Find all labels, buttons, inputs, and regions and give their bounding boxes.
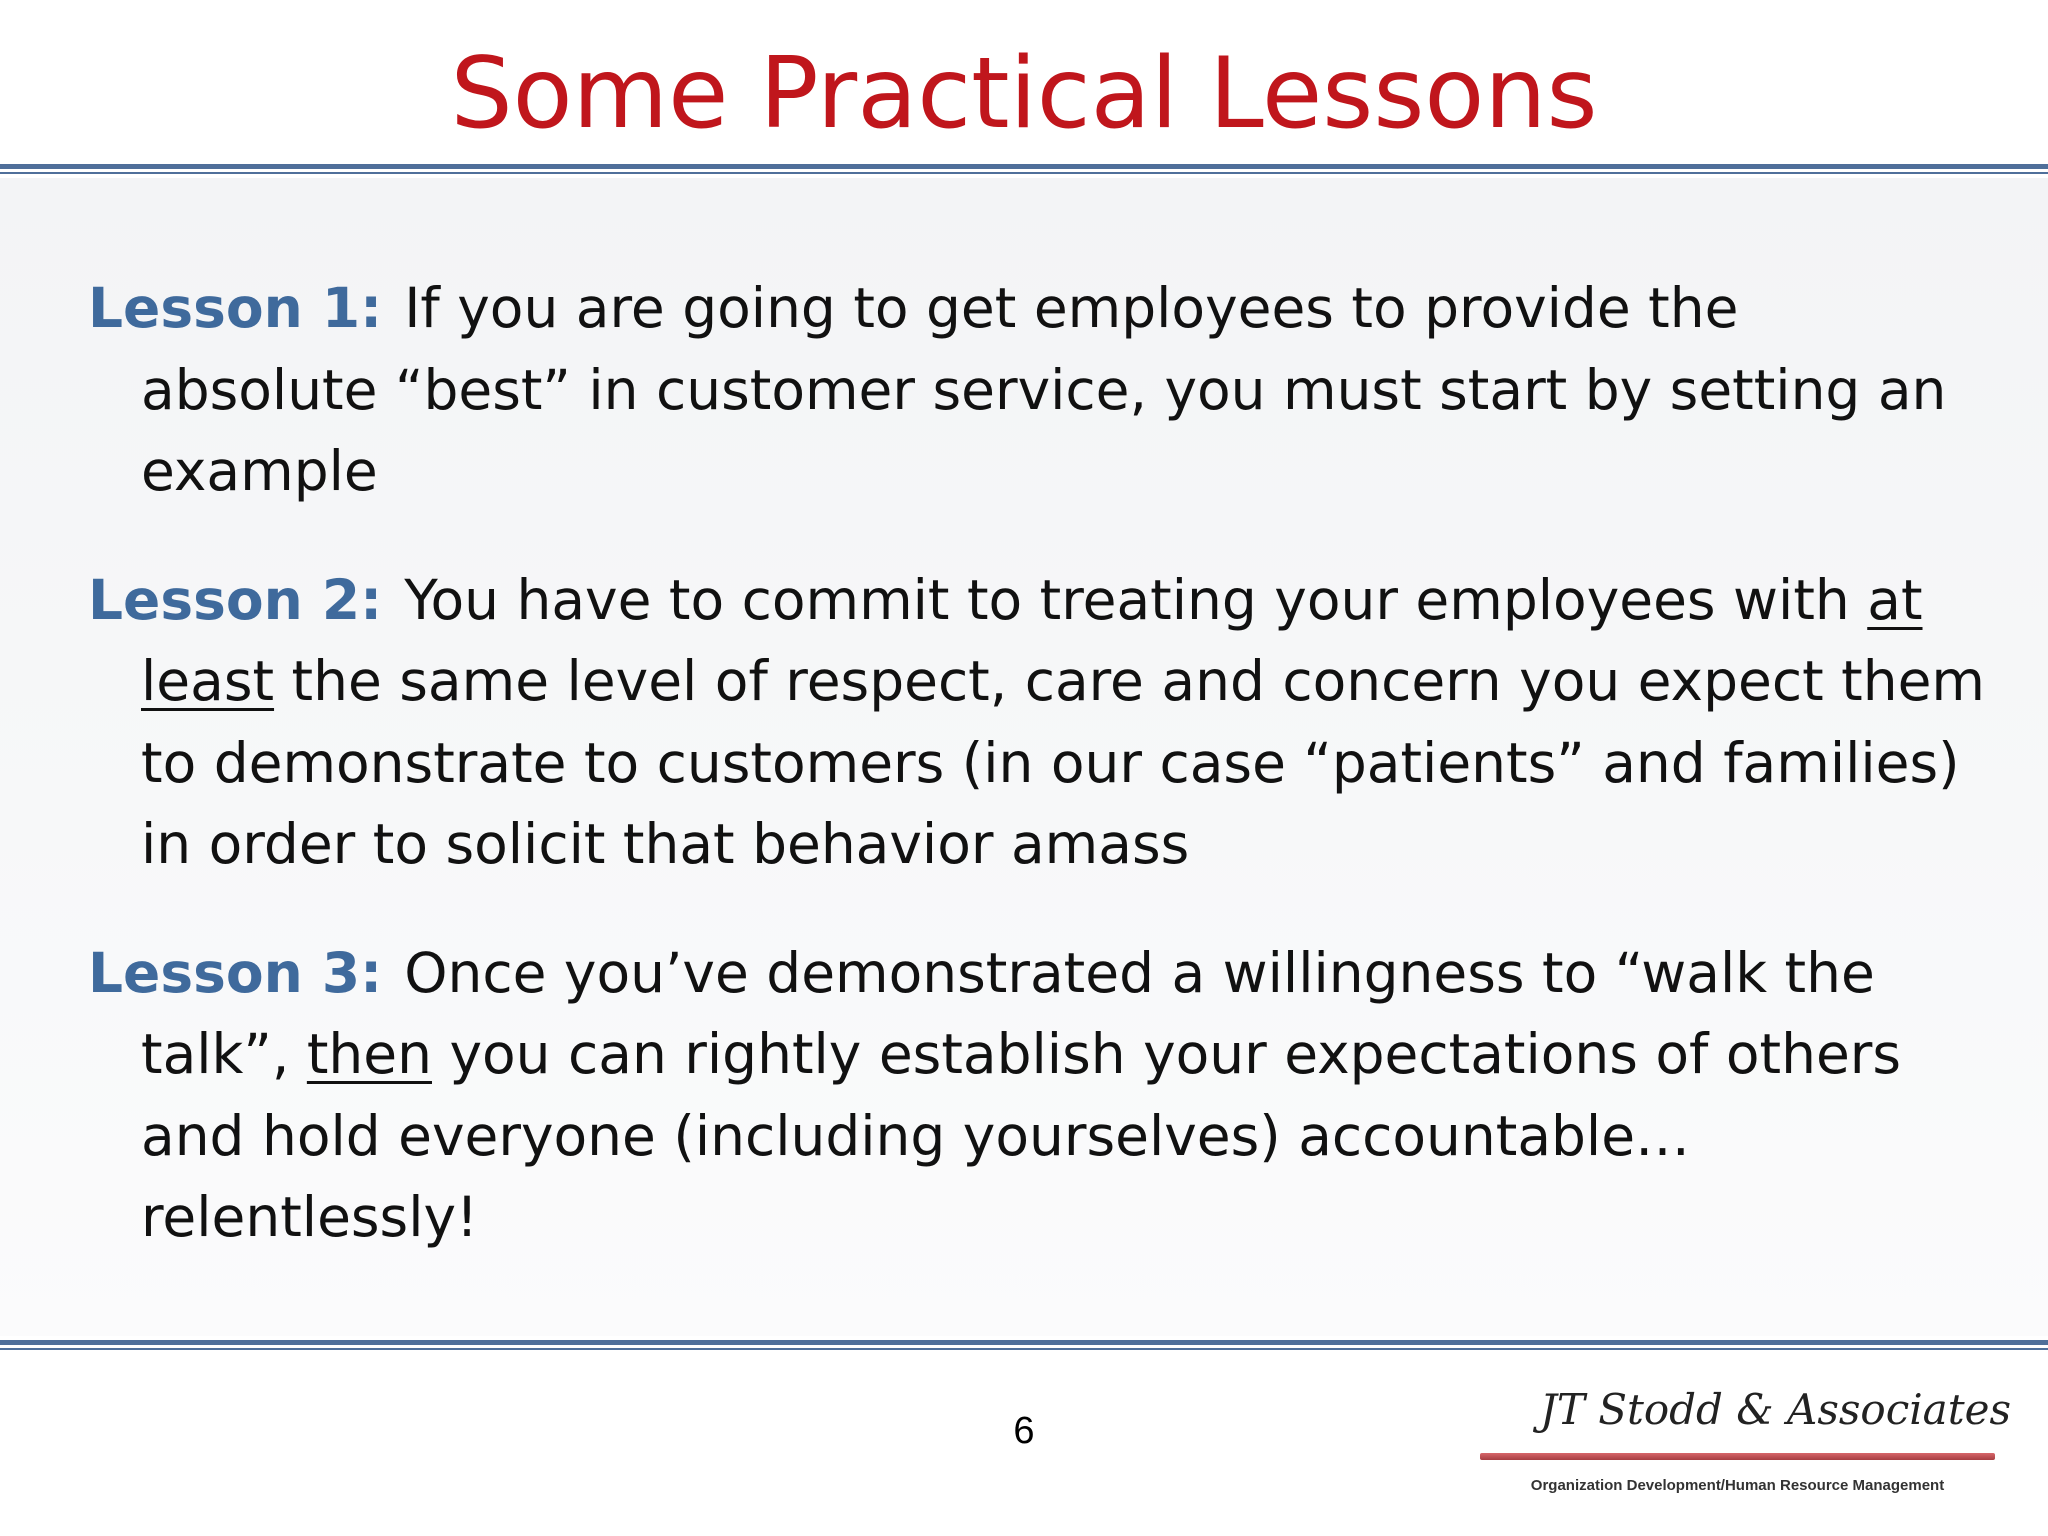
lesson-2-text-start: You have to commit to treating your employees with (404, 567, 1868, 632)
lesson-3-text-end: you can rightly establish your expectations of others and hold everyone (including yourselves) accountable… relentlessly! (141, 1022, 1902, 1249)
lesson-1-text: If you are going to get employees to provide the absolute “best” in customer service, you must start by setting an example (141, 276, 1947, 503)
lesson-list (88, 268, 1988, 1306)
logo-tagline: Organization Development/Human Resource Management (1530, 1477, 1945, 1494)
lesson-2-emphasis: at least (141, 567, 1923, 713)
lesson-1-label: Lesson 1: (88, 276, 383, 340)
lesson-3 (88, 933, 1988, 1259)
bottom-divider (0, 1340, 2048, 1350)
lesson-3-label: Lesson 3: (88, 940, 383, 1005)
logo-underline (1480, 1453, 1995, 1460)
company-logo (1480, 1385, 2012, 1505)
page-number: 6 (1013, 1410, 1035, 1452)
lesson-3-emphasis: then (306, 1022, 432, 1086)
top-divider (0, 164, 2048, 174)
slide-title: Some Practical Lessons (450, 37, 1598, 151)
lesson-2 (88, 560, 1988, 886)
lesson-1 (88, 268, 1988, 513)
lesson-2-label: Lesson 2: (88, 567, 383, 632)
logo-name: JT Stodd & Associates (1540, 1385, 2012, 1434)
lesson-3-text-start: Once you’ve demonstrated a willingness to “walk the talk”, (141, 940, 1875, 1086)
lesson-2-text-end: the same level of respect, care and concern you expect them to demonstrate to customers (in our case “patients” and families) in order to solicit that behavior amass (141, 649, 1985, 876)
